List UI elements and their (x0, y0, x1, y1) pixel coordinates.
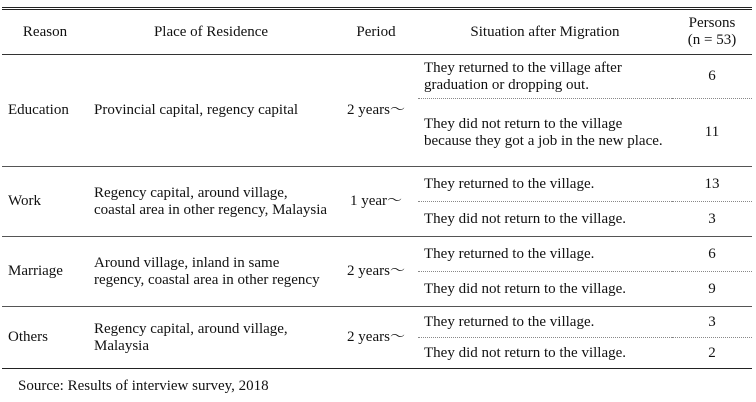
cell-situation: They returned to the village. (418, 167, 672, 202)
header-persons-n: (n = 53) (687, 32, 737, 48)
cell-reason: Work (2, 167, 88, 237)
cell-persons: 9 (672, 272, 752, 307)
source-note: Source: Results of interview survey, 2018 (18, 378, 269, 394)
table-row (2, 167, 752, 202)
cell-persons: 13 (672, 167, 752, 202)
table-row (2, 307, 752, 338)
cell-persons: 3 (672, 202, 752, 237)
cell-situation: They returned to the village. (418, 237, 672, 272)
header-reason: Reason (2, 9, 88, 55)
cell-place: Provincial capital, regency capital (88, 55, 334, 167)
header-row (2, 9, 752, 55)
header-situation: Situation after Migration (418, 9, 672, 55)
header-persons-label: Persons (688, 15, 736, 31)
cell-period: 1 year～ (334, 167, 418, 237)
cell-situation: They returned to the village after graduation or dropping out. (418, 55, 672, 99)
table-row (2, 55, 752, 99)
cell-place: Around village, inland in same regency, coastal area in other regency (88, 237, 334, 307)
cell-situation: They returned to the village. (418, 307, 672, 338)
cell-situation: They did not return to the village. (418, 338, 672, 369)
header-period: Period (334, 9, 418, 55)
migration-table (2, 7, 752, 369)
cell-situation: They did not return to the village. (418, 202, 672, 237)
cell-place: Regency capital, around village, coastal area in other regency, Malaysia (88, 167, 334, 237)
cell-period: 2 years～ (334, 307, 418, 369)
header-persons (672, 9, 752, 55)
cell-persons: 6 (672, 55, 752, 99)
table-row (2, 237, 752, 272)
cell-reason: Education (2, 55, 88, 167)
header-place: Place of Residence (88, 9, 334, 55)
cell-persons: 6 (672, 237, 752, 272)
cell-persons: 3 (672, 307, 752, 338)
cell-reason: Marriage (2, 237, 88, 307)
cell-period: 2 years～ (334, 237, 418, 307)
cell-situation: They did not return to the village because they got a job in the new place. (418, 99, 672, 167)
cell-period: 2 years～ (334, 55, 418, 167)
cell-persons: 2 (672, 338, 752, 369)
cell-situation: They did not return to the village. (418, 272, 672, 307)
cell-reason: Others (2, 307, 88, 369)
cell-place: Regency capital, around village, Malaysia (88, 307, 334, 369)
cell-persons: 11 (672, 99, 752, 167)
